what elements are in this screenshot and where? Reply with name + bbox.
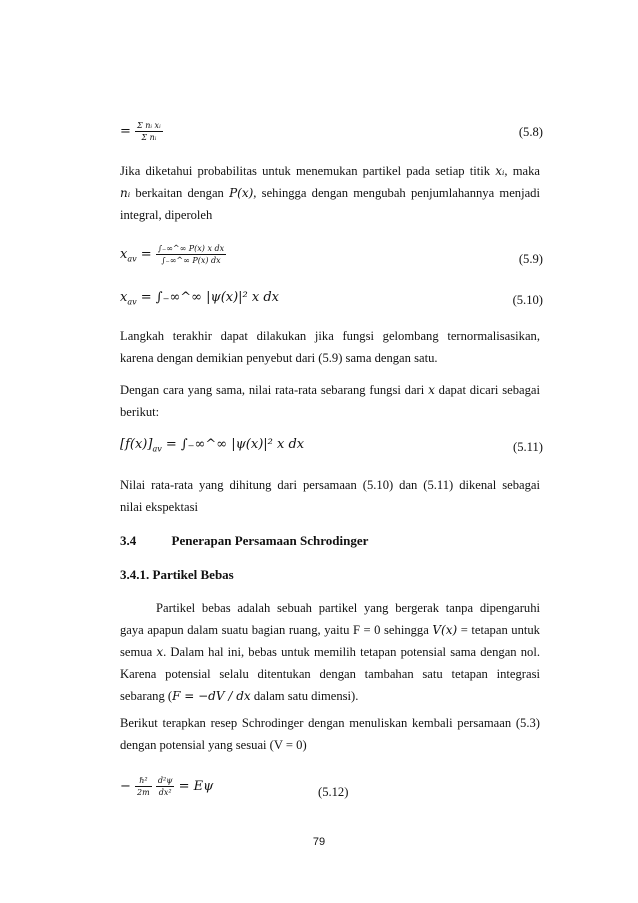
equation-5-12	[120, 775, 213, 798]
text: berikut:	[120, 405, 160, 419]
section-title: Penerapan Persamaan Schrodinger	[171, 533, 369, 548]
subscript: av	[127, 297, 137, 307]
equation-number: (5.11)	[513, 440, 543, 454]
text: integral, diperoleh	[120, 208, 213, 222]
paragraph	[120, 712, 540, 756]
text: dapat dicari sebagai	[438, 383, 540, 397]
math-variable: xᵢ	[495, 164, 505, 178]
text: dengan potensial yang sesuai (V = 0)	[120, 738, 307, 752]
equation-5-9	[120, 243, 226, 266]
paragraph	[120, 160, 540, 226]
equation-number: (5.12)	[318, 785, 349, 799]
equals-sign: =	[120, 124, 131, 139]
text: berkaitan dengan	[135, 186, 224, 200]
fraction-numerator: Σ nᵢ xᵢ	[137, 121, 161, 130]
math-expression: = Eψ	[178, 779, 214, 794]
equation-number: (5.10)	[512, 293, 543, 307]
fraction	[156, 243, 226, 266]
fraction-numerator: d²ψ	[157, 776, 173, 785]
text: Dengan cara yang sama, nilai rata-rata sebarang fungsi dari	[120, 383, 425, 397]
minus-sign: −	[120, 779, 131, 794]
text: Jika diketahui probabilitas untuk menemukan partikel pada setiap titik	[120, 164, 491, 178]
math-expression: F = −dV / dx	[172, 689, 251, 703]
subscript: av	[152, 444, 162, 454]
math-variable: P(x)	[229, 186, 254, 200]
text: , maka	[504, 164, 541, 178]
equation-5-11	[120, 437, 304, 454]
math-variable: [f(x)]	[120, 437, 153, 452]
text: semua	[120, 645, 153, 659]
paragraph	[120, 325, 540, 369]
fraction	[135, 120, 163, 143]
text: , sehingga dengan mengubah penjumlahannya menjadi	[253, 186, 540, 200]
section-number: 3.4	[120, 533, 137, 548]
paragraph	[120, 379, 540, 423]
text: = tetapan untuk	[460, 623, 540, 637]
subscript: av	[127, 254, 137, 264]
fraction	[156, 775, 175, 798]
fraction-denominator: ∫₋∞^∞ P(x) dx	[161, 256, 221, 265]
equals-sign: =	[140, 247, 152, 262]
text: gaya apapun dalam suatu bagian ruang, yaitu F = 0 sehingga	[120, 623, 429, 637]
equation-5-8	[120, 120, 163, 143]
text: nilai ekspektasi	[120, 500, 198, 514]
text: Berikut terapkan resep Schrodinger dengan menuliskan kembali persamaan (5.3)	[120, 716, 540, 730]
page-number: 79	[312, 836, 326, 848]
equation-5-10	[120, 290, 279, 307]
text: dalam satu dimensi).	[253, 689, 359, 703]
text: sebarang (	[120, 689, 173, 703]
math-variable: x	[156, 645, 164, 659]
equation-number: (5.8)	[518, 125, 543, 139]
text: Karena potensial selalu ditentukan dengan tambahan satu tetapan integrasi	[120, 667, 540, 681]
equation-number: (5.9)	[518, 252, 543, 266]
math-variable: V(x)	[432, 623, 458, 637]
math-variable: x	[120, 247, 128, 262]
math-variable: x	[428, 383, 435, 397]
fraction	[135, 775, 152, 798]
section-heading	[120, 533, 368, 549]
text: Langkah terakhir dapat dilakukan jika fungsi gelombang ternormalisasikan,	[120, 329, 540, 343]
text: . Dalam hal ini, bebas untuk memilih tetapan potensial sama dengan nol.	[163, 645, 540, 659]
text: karena dengan demikian penyebut dari (5.9) sama dengan satu.	[120, 351, 438, 365]
fraction-denominator: dx²	[158, 788, 172, 797]
math-variable: nᵢ	[120, 186, 131, 200]
text: Nilai rata-rata yang dihitung dari persamaan (5.10) dan (5.11) dikenal sebagai	[120, 478, 540, 492]
fraction-numerator: ∫₋∞^∞ P(x) x dx	[157, 244, 225, 253]
fraction-denominator: Σ nᵢ	[141, 133, 157, 142]
paragraph	[120, 597, 540, 707]
fraction-denominator: 2m	[137, 788, 150, 797]
math-expression: = ∫₋∞^∞ |ψ(x)|² x dx	[165, 437, 305, 452]
text: Partikel bebas adalah sebuah partikel yang bergerak tanpa dipengaruhi	[156, 601, 540, 615]
fraction-numerator: ℏ²	[135, 775, 152, 787]
paragraph	[120, 474, 540, 518]
math-expression: = ∫₋∞^∞ |ψ(x)|² x dx	[140, 290, 280, 305]
math-variable: x	[120, 290, 128, 305]
subsection-heading: 3.4.1. Partikel Bebas	[120, 567, 234, 582]
